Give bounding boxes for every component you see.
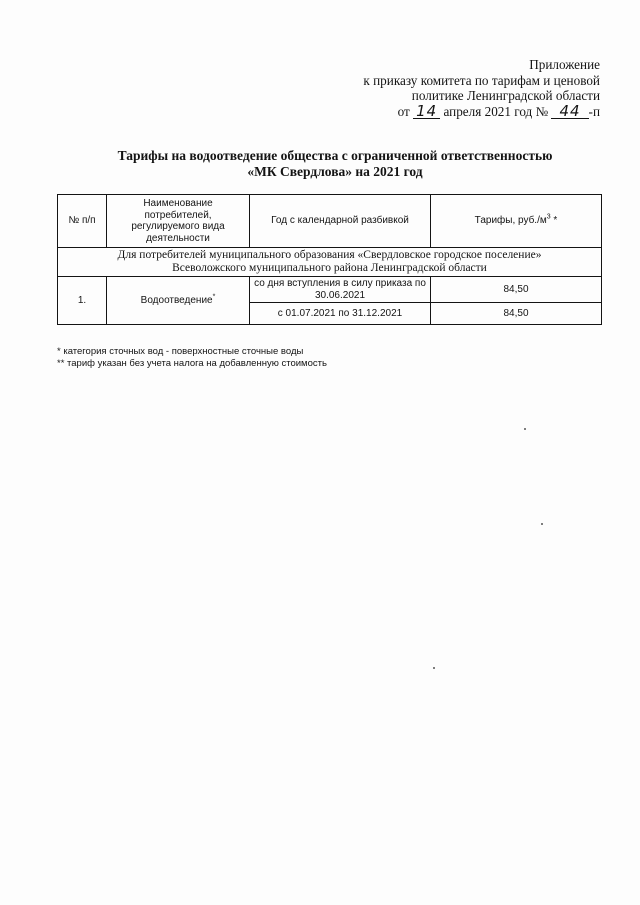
header-tariff — [431, 195, 602, 248]
title-line-1: Тарифы на водоотведение общества с ограниченной ответственностью — [117, 148, 553, 163]
appendix-order-ref: к приказу комитета по тарифам и ценовой — [363, 72, 600, 88]
header-tariff-mark: * — [550, 215, 558, 227]
header-period: Год с календарной разбивкой — [250, 195, 431, 248]
row-tariff: 84,50 — [431, 303, 602, 325]
group-cell — [58, 248, 602, 277]
scan-speck — [541, 523, 543, 525]
footnotes — [57, 346, 327, 370]
appendix-header — [340, 57, 600, 119]
row-num: 1. — [58, 277, 107, 325]
header-consumers: Наименование потребителей, регулируемого вида деятельности — [107, 195, 250, 248]
number-suffix: -п — [588, 103, 600, 119]
table-row — [58, 277, 602, 303]
row-period: со дня вступления в силу приказа по 30.06.2021 — [250, 277, 431, 303]
table-header-row — [58, 195, 602, 248]
tariff-table — [57, 194, 602, 325]
row-name-text: Водоотведение — [140, 294, 213, 306]
document-title — [100, 148, 570, 180]
date-middle: апреля 2021 год № — [443, 103, 549, 119]
appendix-date-number — [340, 101, 600, 120]
row-tariff: 84,50 — [431, 277, 602, 303]
footnote-1: * категория сточных вод - поверхностные сточные воды — [57, 346, 304, 357]
header-num: № п/п — [58, 195, 107, 248]
row-name-mark: * — [212, 293, 216, 301]
row-period: с 01.07.2021 по 31.12.2021 — [250, 303, 431, 325]
scan-speck — [524, 428, 526, 430]
header-tariff-sup: 3 — [546, 213, 551, 221]
group-line-1: Для потребителей муниципального образования «Свердловское городское поселение» — [117, 249, 542, 261]
appendix-committee: политике Ленинградской области — [411, 88, 600, 103]
title-line-2: «МК Свердлова» на 2021 год — [247, 164, 423, 179]
appendix-title: Приложение — [529, 57, 600, 72]
footnote-2: ** тариф указан без учета налога на добавленную стоимость — [57, 358, 327, 369]
group-line-2: Всеволожского муниципального района Ленинградской области — [172, 262, 487, 274]
date-prefix: от — [397, 103, 410, 119]
scan-speck — [433, 667, 435, 669]
handwritten-day: 14 — [413, 105, 440, 119]
handwritten-number: 44 — [551, 105, 588, 119]
header-tariff-text: Тарифы, руб./м — [474, 215, 547, 227]
row-name — [107, 277, 250, 325]
table-group-row — [58, 248, 602, 277]
